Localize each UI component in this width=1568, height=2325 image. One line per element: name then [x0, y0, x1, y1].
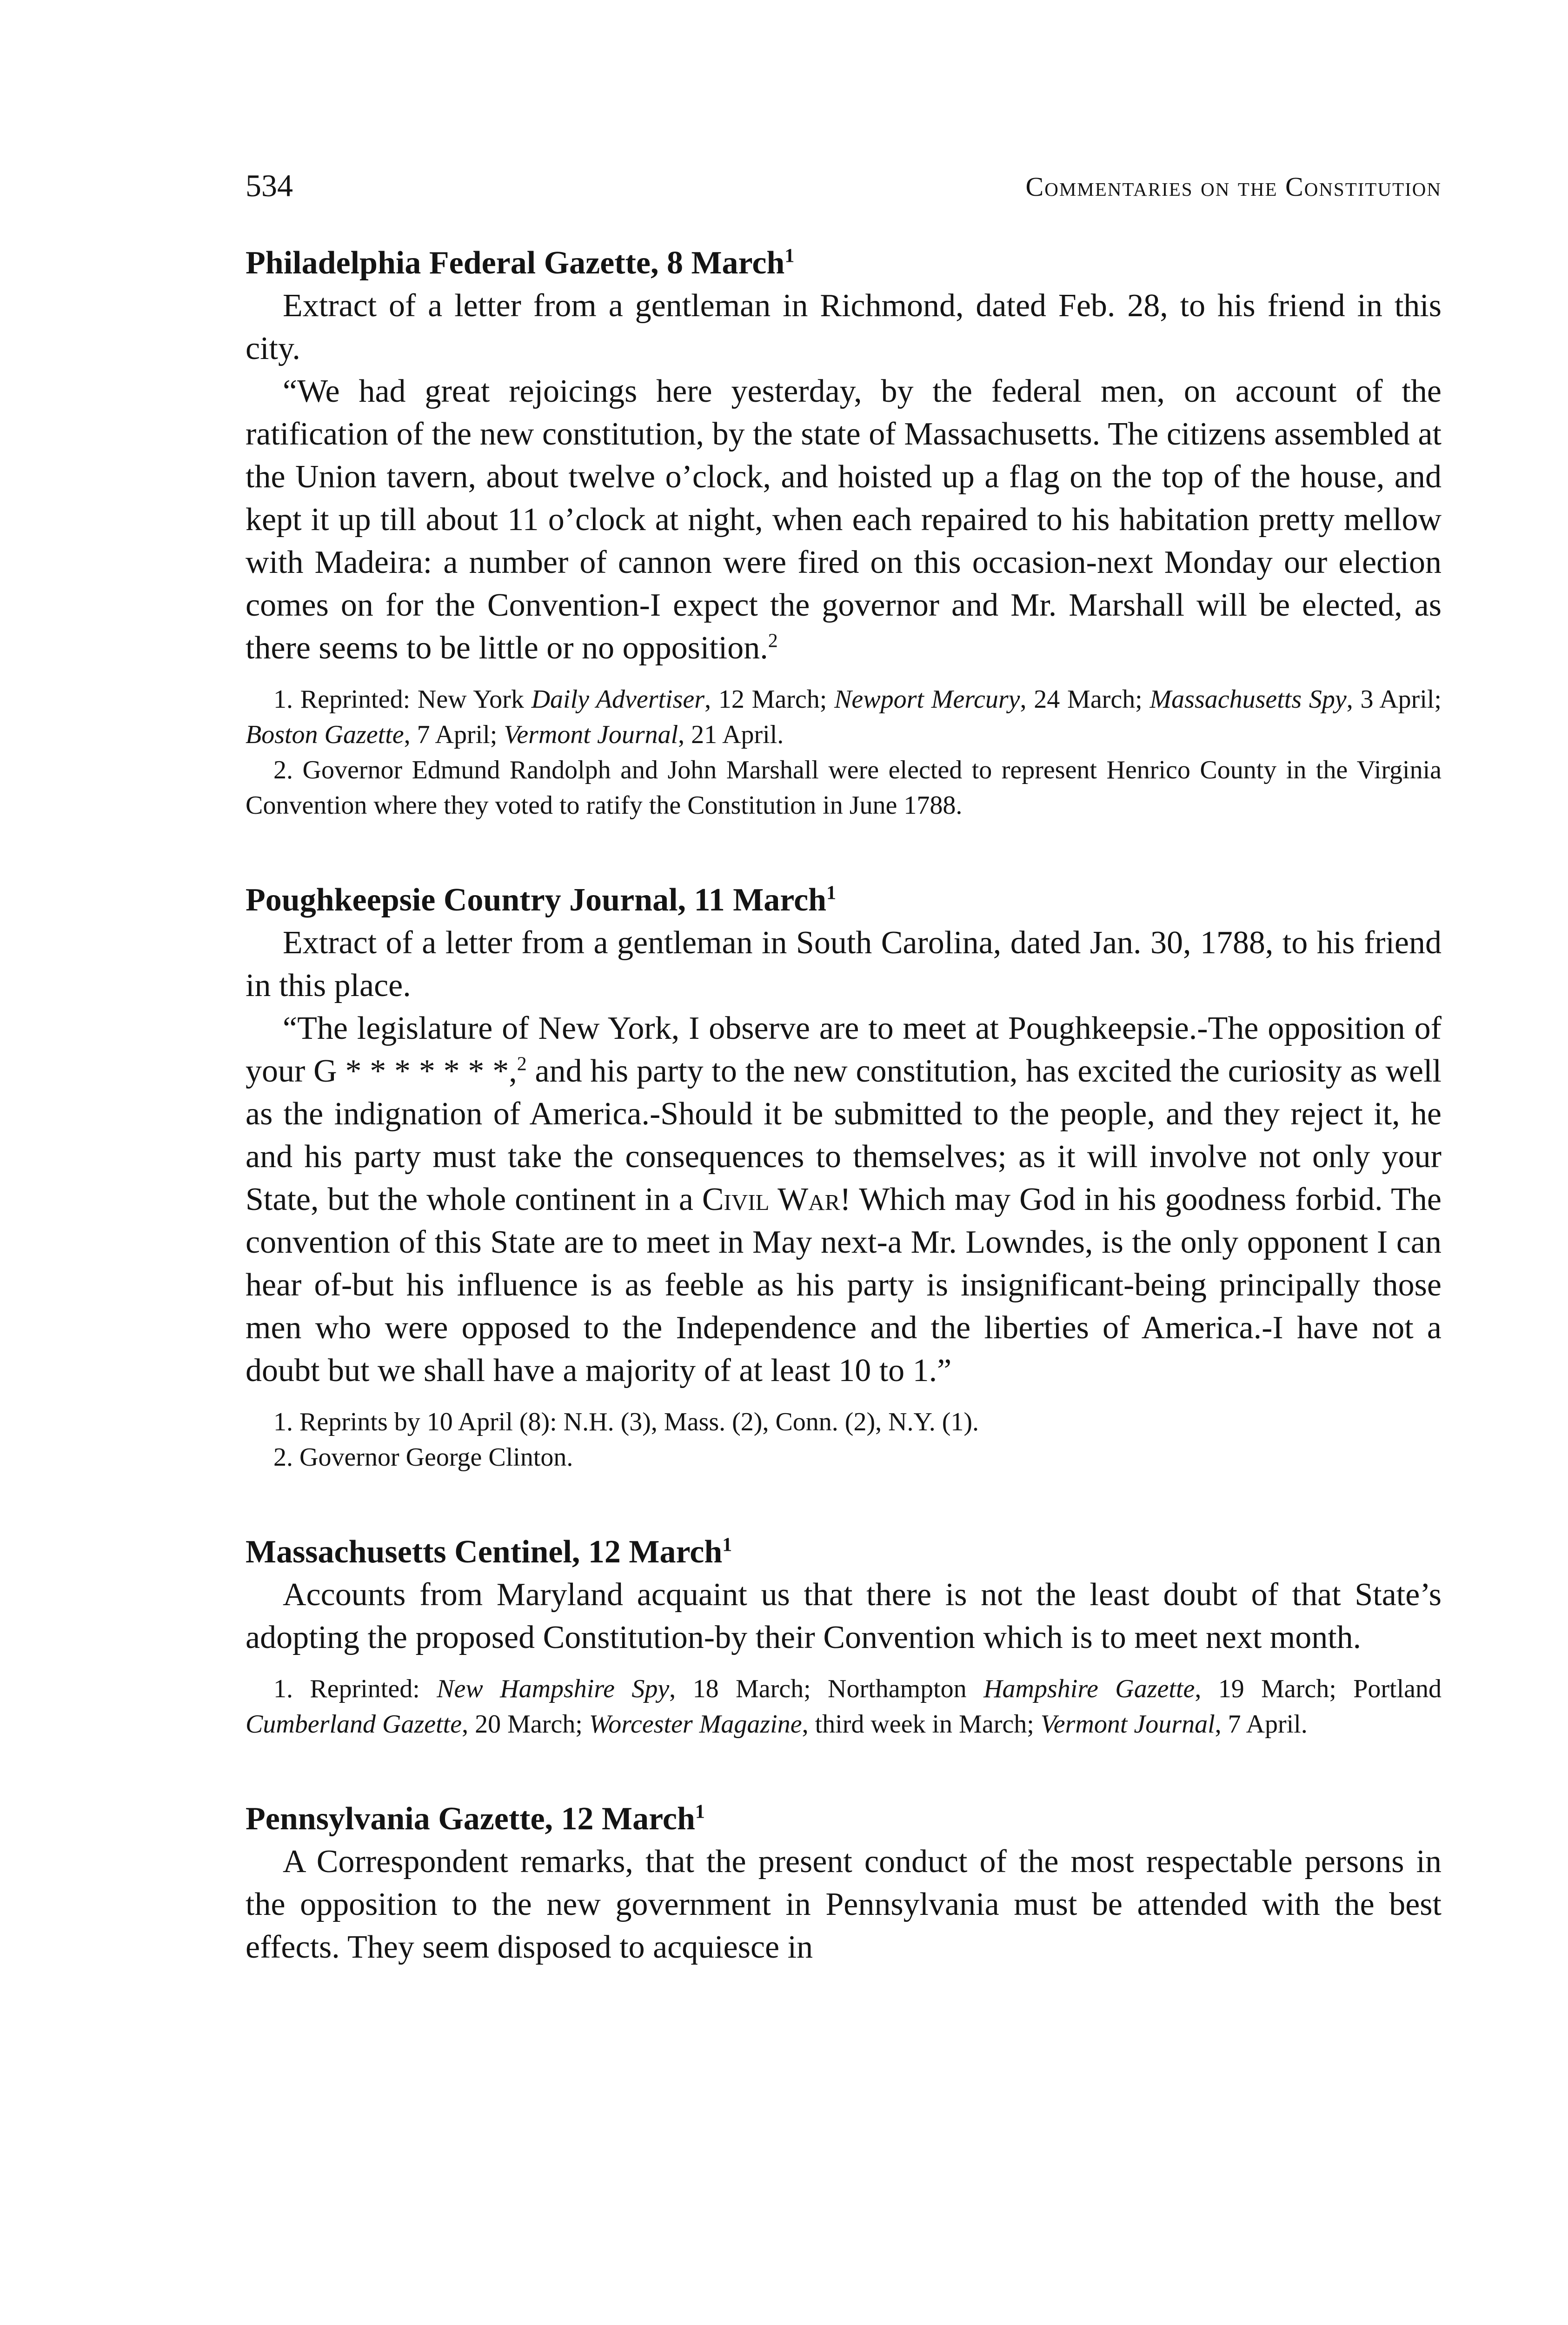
footnote: 1. Reprinted: New Hampshire Spy, 18 March; Northampton Hampshire Gazette, 19 March; Portland Cumberland Gazette, 20 March; Worcester Magazine, third week in March; Vermont Journal, 7 April. [246, 1674, 1442, 1739]
footnotes [246, 682, 1442, 823]
footnote: 2. Governor George Clinton. [273, 1443, 573, 1472]
footnote: 1. Reprints by 10 April (8): N.H. (3), Mass. (2), Conn. (2), N.Y. (1). [273, 1408, 979, 1436]
footnote-ref: 1 [695, 1801, 705, 1823]
footnote-ref: 2 [517, 1053, 527, 1075]
footnote-ref: 1 [784, 245, 795, 267]
body-paragraph: A Correspondent remarks, that the present conduct of the most respectable persons in the opposition to the new government in Pennsylvania must be attended with the best effects. They seem disposed to acquiesce in [246, 1844, 1442, 1965]
footnote: 2. Governor Edmund Randolph and John Marshall were elected to represent Henrico County in the Virginia Convention where they voted to ratify the Constitution in June 1788. [246, 756, 1442, 820]
body-paragraph: “We had great rejoicings here yesterday, by the federal men, on account of the ratification of the new constitution, by the state of Massachusetts. The citizens assembled at the Union tavern, about twelve o’clock, and hoisted up a flag on the top of the house, and kept it up till about 11 o’clock at night, when each repaired to his habitation pretty mellow with Madeira: a number of cannon were fired on this occasion-next Monday our election comes on for the Convention-I expect the governor and Mr. Marshall will be elected, as there seems to be little or no opposition.$^2$ [246, 373, 1442, 666]
footnotes [246, 1404, 1442, 1475]
document-page [246, 167, 1442, 2025]
footnote: 1. Reprinted: New York Daily Advertiser, 12 March; Newport Mercury, 24 March; Massachusetts Spy, 3 April; Boston Gazette, 7 April; Vermont Journal, 21 April. [246, 685, 1442, 749]
section-title: Pennsylvania Gazette, 12 March$^1$ [246, 1801, 705, 1837]
section-poughkeepsie-country-journal [246, 879, 1442, 1475]
section-title: Massachusetts Centinel, 12 March$^1$ [246, 1534, 732, 1570]
section-massachusetts-centinel [246, 1531, 1442, 1742]
footnotes [246, 1671, 1442, 1742]
running-title: Commentaries on the Constitution [1025, 172, 1442, 202]
footnote-ref: 1 [826, 882, 837, 904]
section-title: Philadelphia Federal Gazette, 8 March$^1$ [246, 245, 795, 281]
footnote-ref: 2 [768, 630, 778, 652]
running-header [246, 167, 1442, 209]
section-philadelphia-federal-gazette [246, 242, 1442, 823]
section-pennsylvania-gazette [246, 1798, 1442, 1969]
body-paragraph: “The legislature of New York, I observe are to meet at Poughkeepsie.-The opposition of your G * * * * * * *,$^2$ and his party to the new constitution, has excited the curiosity as well as the indignation of America.-Should it be submitted to the people, and they reject it, he and his party must take the consequences to themselves; as it will involve not only your State, but the whole continent in a Civil War! Which may God in his goodness forbid. The convention of this State are to meet in May next-a Mr. Lowndes, is the only opponent I can hear of-but his influence is as feeble as his party is insignificant-being principally those men who were opposed to the Independence and the liberties of America.-I have not a doubt but we shall have a majority of at least 10 to 1.” [246, 1010, 1442, 1388]
section-title: Poughkeepsie Country Journal, 11 March$^1$ [246, 882, 837, 918]
page-number: 534 [246, 168, 293, 203]
body-paragraph: Extract of a letter from a gentleman in South Carolina, dated Jan. 30, 1788, to his friend in this place. [246, 925, 1442, 1003]
body-paragraph: Accounts from Maryland acquaint us that there is not the least doubt of that State’s adopting the proposed Constitution-by their Convention which is to meet next month. [246, 1577, 1442, 1655]
footnote-ref: 1 [722, 1534, 732, 1556]
body-paragraph: Extract of a letter from a gentleman in Richmond, dated Feb. 28, to his friend in this city. [246, 288, 1442, 366]
